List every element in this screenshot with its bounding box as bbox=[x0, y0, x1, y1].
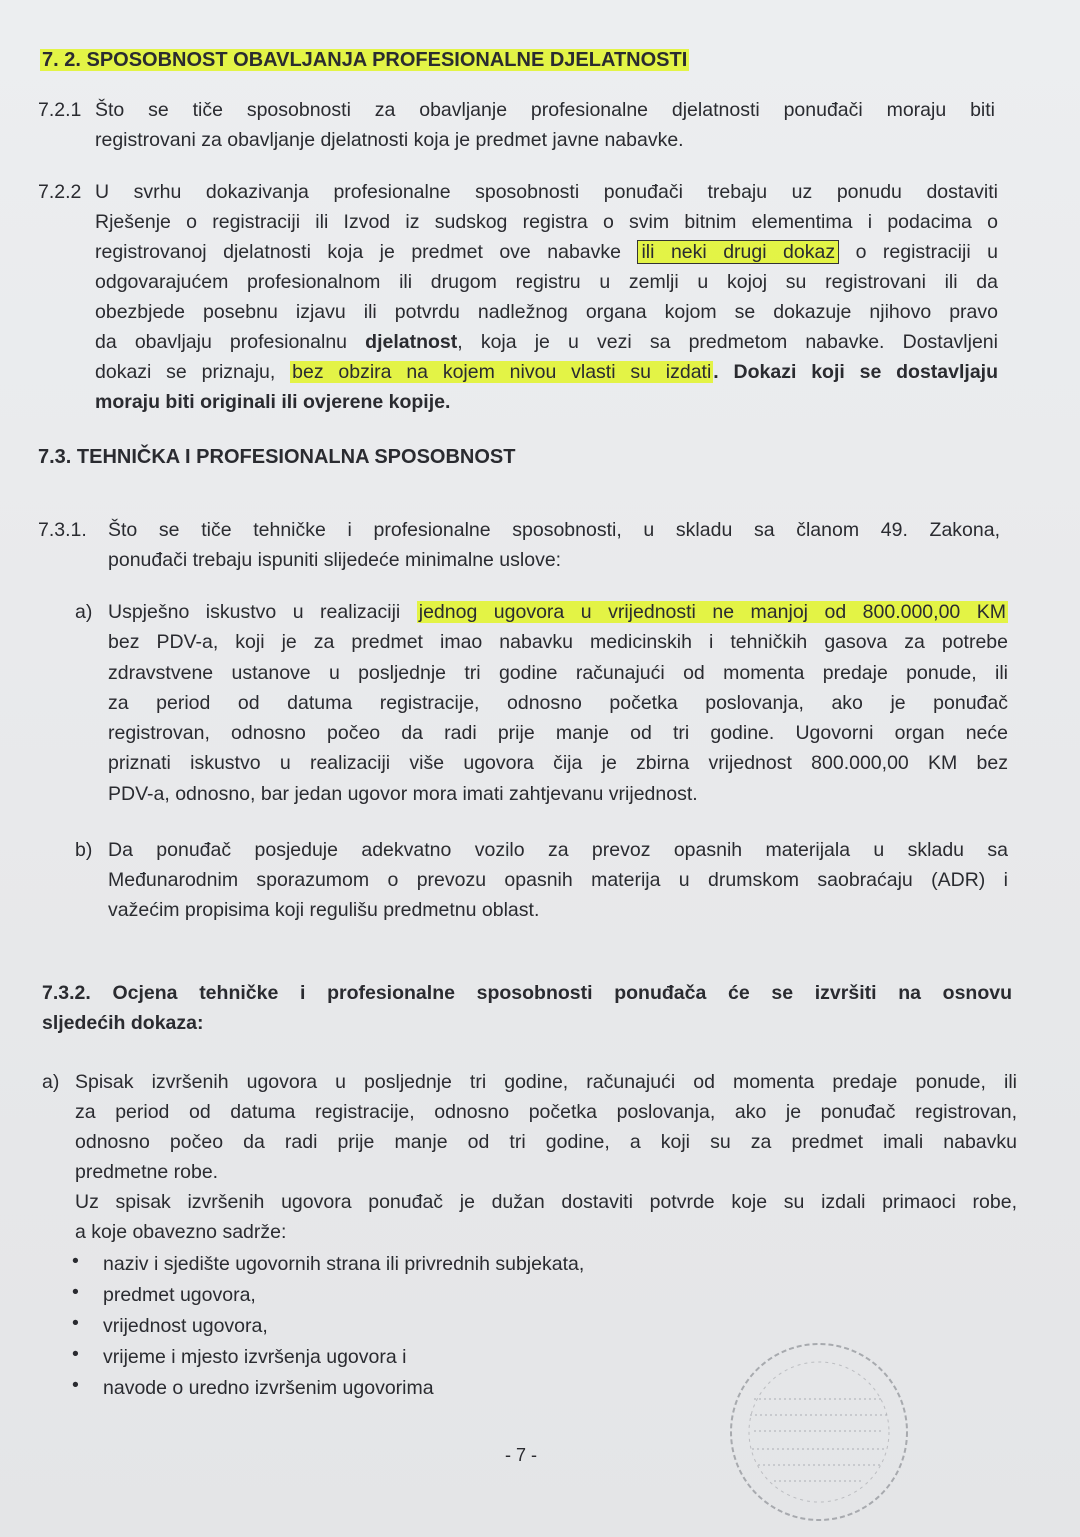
para-7-2-1-number: 7.2.1 bbox=[38, 99, 82, 121]
para-line: obezbjede posebnu izjavu ili potvrdu nadležnog organa kojom se dokazuje njihovo pravo bbox=[95, 301, 998, 323]
bullet-dot: • bbox=[72, 1343, 79, 1365]
para-line: odgovarajućem profesionalnom ili drugom registru u zemlji u kojoj su registrovani ili da bbox=[95, 271, 998, 293]
item-a2 bbox=[75, 1067, 1017, 1247]
para-line: ponuđači trebaju ispuniti slijedeće minimalne uslove: bbox=[108, 549, 562, 571]
list-item: naziv i sjedište ugovornih strana ili privrednih subjekata, bbox=[103, 1253, 585, 1275]
bold-word: djelatnost bbox=[365, 331, 458, 353]
text-run: o registraciji u bbox=[855, 241, 998, 263]
section-7-3-heading: 7.3. TEHNIČKA I PROFESIONALNA SPOSOBNOST bbox=[38, 446, 516, 468]
para-line: 7.3.2. Ocjena tehničke i profesionalne sposobnosti ponuđača će se izvršiti na osnovu bbox=[42, 982, 1012, 1004]
para-line: registrovan, odnosno počeo da radi prije manje od tri godine. Ugovorni organ neće bbox=[108, 722, 1008, 745]
list-item: navode o uredno izvršenim ugovorima bbox=[103, 1377, 434, 1399]
para-line: U svrhu dokazivanja profesionalne sposobnosti ponuđači trebaju uz ponudu dostaviti bbox=[95, 181, 998, 203]
text-run: da obavljaju profesionalnu bbox=[95, 331, 348, 353]
para-line: Da ponuđač posjeduje adekvatno vozilo za prevoz opasnih materijala u skladu sa bbox=[108, 839, 1008, 861]
para-line: Međunarodnim sporazumom o prevozu opasnih materija u drumskom saobraćaju (ADR) i bbox=[108, 869, 1008, 891]
para-line bbox=[108, 597, 1008, 627]
list-item: predmet ugovora, bbox=[103, 1284, 256, 1306]
para-line: zdravstvene ustanove u posljednje tri godine računajući od momenta predaje ponude, ili bbox=[108, 661, 1008, 684]
para-line: PDV-a, odnosno, bar jedan ugovor mora imati zahtjevanu vrijednost. bbox=[108, 782, 698, 805]
para-line bbox=[95, 327, 998, 357]
para-7-2-1 bbox=[95, 95, 995, 155]
para-line: Rješenje o registraciji ili Izvod iz sudskog registra o svim bitnim elementima i podacima o bbox=[95, 211, 998, 233]
para-7-2-2 bbox=[95, 177, 998, 417]
para-line: sljedećih dokaza: bbox=[42, 1012, 204, 1034]
para-7-3-2 bbox=[42, 978, 1012, 1038]
para-line: moraju biti originali ili ovjerene kopije. bbox=[95, 391, 451, 413]
list-item: vrijeme i mjesto izvršenja ugovora i bbox=[103, 1346, 407, 1368]
text-run: , koja je u vezi sa predmetom nabavke. Dostavljeni bbox=[457, 331, 998, 353]
text-run: dokazi se priznaju, bbox=[95, 361, 276, 383]
para-line: Što se tiče sposobnosti za obavljanje profesionalne djelatnosti ponuđači moraju biti bbox=[95, 99, 995, 121]
stamp-seal-icon bbox=[724, 1337, 914, 1527]
para-line: za period od datuma registracije, odnosno početka poslovanja, ako je ponuđač bbox=[108, 691, 1008, 714]
item-a-mark: a) bbox=[75, 601, 93, 623]
para-line: Što se tiče tehničke i profesionalne sposobnosti, u skladu sa članom 49. Zakona, bbox=[108, 519, 1000, 541]
para-line bbox=[95, 237, 998, 267]
page-number: - 7 - bbox=[505, 1445, 538, 1465]
section-7-2-title: 7. 2. SPOSOBNOST OBAVLJANJA PROFESIONALNE DJELATNOSTI bbox=[42, 49, 688, 71]
para-line: predmetne robe. bbox=[75, 1161, 219, 1183]
bullet-dot: • bbox=[72, 1250, 79, 1272]
highlighted-phrase: bez obzira na kojem nivou vlasti su izdati bbox=[292, 361, 712, 383]
bullet-dot: • bbox=[72, 1281, 79, 1303]
para-line bbox=[95, 357, 998, 387]
para-line: a koje obavezno sadrže: bbox=[75, 1221, 287, 1243]
item-a bbox=[108, 597, 1008, 809]
para-line: priznati iskustvo u realizaciji više ugovora čija je zbirna vrijednost 800.000,00 KM bez bbox=[108, 752, 1008, 775]
para-line: važećim propisima koji regulišu predmetnu oblast. bbox=[108, 899, 540, 921]
section-7-2-heading bbox=[40, 45, 689, 75]
para-7-3-1-number: 7.3.1. bbox=[38, 519, 87, 541]
para-7-2-2-number: 7.2.2 bbox=[38, 181, 82, 203]
para-line: odnosno počeo da radi prije manje od tri godine, a koji su za predmet imali nabavku bbox=[75, 1131, 1017, 1153]
bullet-dot: • bbox=[72, 1374, 79, 1396]
item-a2-mark: a) bbox=[42, 1071, 60, 1093]
text-run: Uspješno iskustvo u realizaciji bbox=[108, 601, 401, 623]
text-run: registrovanoj djelatnosti koja je predmet ove nabavke bbox=[95, 241, 621, 263]
para-line: registrovani za obavljanje djelatnosti koja je predmet javne nabavke. bbox=[95, 129, 684, 151]
highlighted-phrase: jednog ugovora u vrijednosti ne manjoj od 800.000,00 KM bbox=[418, 601, 1007, 623]
item-b bbox=[108, 835, 1008, 925]
bold-run: . Dokazi koji se dostavljaju bbox=[713, 361, 998, 383]
boxed-phrase: ili neki drugi dokaz bbox=[637, 240, 839, 264]
para-line: bez PDV-a, koji je za predmet imao nabavku medicinskih i tehničkih gasova za potrebe bbox=[108, 631, 1008, 654]
para-7-3-1 bbox=[108, 515, 1000, 575]
list-item: vrijednost ugovora, bbox=[103, 1315, 268, 1337]
para-line: Uz spisak izvršenih ugovora ponuđač je dužan dostaviti potvrde koje su izdali primaoci robe, bbox=[75, 1191, 1017, 1213]
para-line: Spisak izvršenih ugovora u posljednje tri godine, računajući od momenta predaje ponude, ili bbox=[75, 1071, 1017, 1093]
item-b-mark: b) bbox=[75, 839, 93, 861]
para-line: za period od datuma registracije, odnosno početka poslovanja, ako je ponuđač registrovan, bbox=[75, 1101, 1017, 1123]
bullet-dot: • bbox=[72, 1312, 79, 1334]
